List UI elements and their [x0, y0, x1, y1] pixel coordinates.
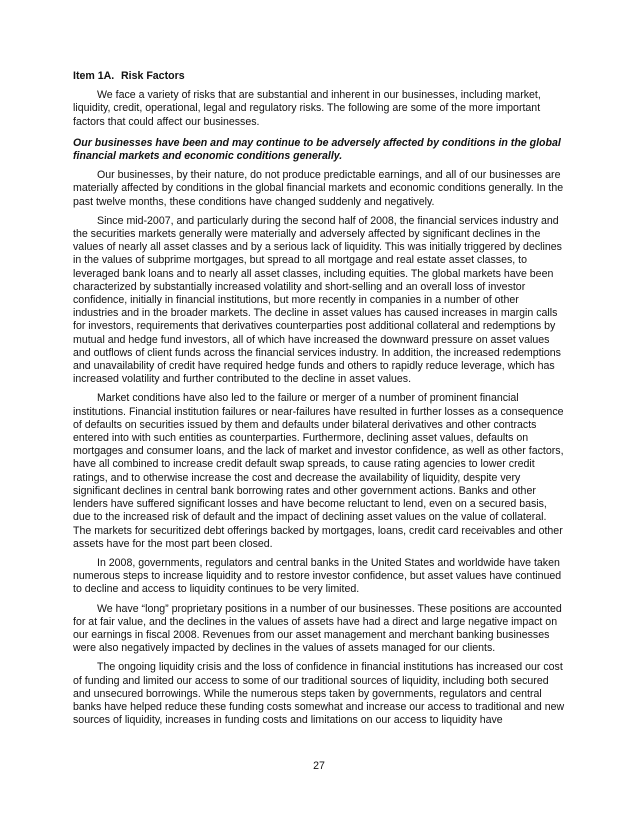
page-number: 27: [313, 760, 325, 772]
paragraph-3: Market conditions have also led to the failure or merger of a number of prominent financial institutions. Financial institution failures or near-failures have resulted in further losses as a consequence of defaults on securities issued by them and defaults under bilateral derivatives and other contracts entered into with such entities as counterparties. Furthermore, declining asset values, defaults on mortgages and consumer loans, and the lack of market and investor confidence, as well as other factors, have all combined to increase credit default swap spreads, to cause rating agencies to lower credit ratings, and to otherwise increase the cost and decrease the availability of liquidity, despite very significant declines in central bank borrowing rates and other government actions. Banks and other lenders have suffered significant losses and have become reluctant to lend, even on a secured basis, due to the increased risk of default and the impact of declining asset values on the value of collateral. The markets for securitized debt offerings backed by mortgages, loans, credit card receivables and other assets have for the most part been closed.: [73, 392, 564, 550]
item-number: Item 1A.: [73, 70, 115, 82]
document-page: [73, 70, 565, 733]
section-heading: [73, 70, 565, 83]
section-title: Risk Factors: [121, 70, 185, 82]
paragraph-5: We have “long” proprietary positions in a number of our businesses. These positions are accounted for at fair value, and the declines in the values of assets have had a direct and large negative impact on our earnings in fiscal 2008. Revenues from our asset management and merchant banking businesses were also negatively impacted by declines in the values of assets managed for our clients.: [73, 602, 562, 655]
risk-factor-subheading: Our businesses have been and may continue to be adversely affected by conditions in the global financial markets and economic conditions generally.: [73, 136, 561, 163]
paragraph-1: Our businesses, by their nature, do not produce predictable earnings, and all of our businesses are materially affected by conditions in the global financial markets and economic conditions generally. In the past twelve months, these conditions have changed suddenly and negatively.: [73, 169, 564, 208]
paragraph-2: Since mid-2007, and particularly during the second half of 2008, the financial services industry and the securities markets generally were materially and adversely affected by significant declines in the values of nearly all asset classes and by a serious lack of liquidity. This was initially triggered by declines in the values of subprime mortgages, but spread to all mortgage and real estate asset classes, to leveraged bank loans and to nearly all asset classes, including equities. The global markets have been characterized by substantially increased volatility and short-selling and an overall loss of investor confidence, initially in financial institutions, but more recently in companies in a number of other industries and in the broader markets. The decline in asset values has caused increases in margin calls for investors, requirements that derivatives counterparties post additional collateral and redemptions by mutual and hedge fund investors, all of which have increased the downward pressure on asset values and outflows of client funds across the financial services industry. In addition, the increased redemptions and unavailability of credit have required hedge funds and others to rapidly reduce leverage, which has increased volatility and further contributed to the decline in asset values.: [73, 214, 562, 386]
paragraph-6: The ongoing liquidity crisis and the loss of confidence in financial institutions has increased our cost of funding and limited our access to some of our traditional sources of liquidity, including both secured and unsecured borrowings. While the numerous steps taken by governments, regulators and central banks have helped reduce these funding costs somewhat and increase our access to traditional and new sources of liquidity, increases in funding costs and limitations on our access to liquidity have: [73, 661, 565, 727]
intro-paragraph: We face a variety of risks that are substantial and inherent in our businesses, including market, liquidity, credit, operational, legal and regulatory risks. The following are some of the more important factors that could affect our businesses.: [73, 89, 541, 128]
paragraph-4: In 2008, governments, regulators and central banks in the United States and worldwide have taken numerous steps to increase liquidity and to restore investor confidence, but asset values have continued to decline and access to liquidity continues to be very limited.: [73, 556, 562, 596]
